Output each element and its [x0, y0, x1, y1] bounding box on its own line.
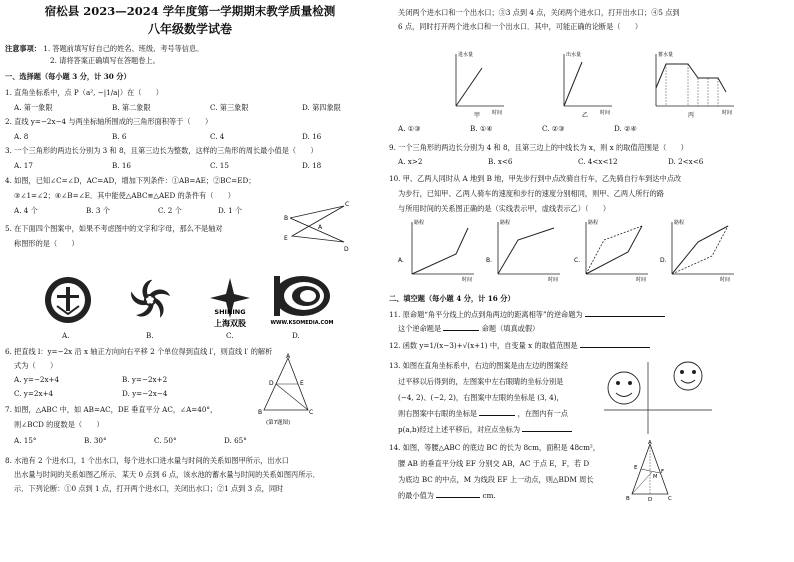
q13-blank-2[interactable]: [522, 425, 572, 432]
q4-option-c[interactable]: C. 2 个: [158, 206, 182, 215]
q10-line1: 10. 甲、乙两人同时从 A 地到 B 地，甲先步行到中点改骑自行车，乙先骑自行车到达中点改: [389, 174, 682, 183]
q14-label-e: E: [634, 465, 638, 471]
q5-logo-b: [128, 278, 170, 320]
q12-blank[interactable]: [580, 341, 650, 348]
q13-text-5: ，在图内有一点: [517, 409, 568, 418]
q2-option-c[interactable]: C. 4: [210, 132, 225, 141]
q14-text-5: cm.: [482, 491, 496, 500]
q8-line1: 8. 水池有 2 个进水口，1 个出水口，每个进水口进水量与时间的关系如图甲所示，出水口: [5, 456, 289, 465]
q4-line2: ③∠1=∠2；④∠B=∠E．其中能使△ABC≌△AED 的条件有（ ）: [14, 191, 235, 200]
q8-cont-line2: 6 点，同时打开两个进水口和一个出水口．其中，可能正确的论断是（ ）: [398, 22, 643, 31]
q5-logo-d: [271, 276, 334, 326]
q14-line4: [398, 491, 496, 501]
q14-blank[interactable]: [436, 491, 480, 498]
q14-label-f: F: [661, 469, 665, 475]
q14-line2: 腰 AB 的垂直平分线 EF 分别交 AB，AC 于点 E，F，若 D: [398, 459, 590, 468]
q7-label-c: C: [309, 409, 314, 416]
q5-logos: [40, 276, 360, 332]
q13-blank-1[interactable]: [479, 409, 515, 416]
q8-line2: 出水量与时间的关系如图乙所示．某天 0 点到 6 点，该水池的蓄水量与时间的关系如图丙所示．: [14, 470, 320, 479]
q10-graph-d: [660, 219, 734, 282]
q7-option-b[interactable]: B. 30°: [84, 436, 107, 445]
q13-face-left: [608, 372, 640, 404]
q9-option-c[interactable]: C. 4<x<12: [578, 157, 618, 166]
q1-option-a[interactable]: A. 第一象限: [14, 103, 53, 112]
q8-jia-ylabel: 进水量: [458, 52, 474, 58]
q9-option-b[interactable]: B. x<6: [488, 157, 513, 166]
q10-option-c[interactable]: C.: [574, 257, 581, 264]
q6-option-a[interactable]: A. y=−2x+4: [14, 375, 60, 384]
q14-label-d: D: [648, 497, 653, 502]
q8-bing-xlabel: 时间: [722, 110, 733, 116]
q9-option-a[interactable]: A. x>2: [398, 157, 423, 166]
q13-line2: 过平移以后得到的，左图案中左右眼睛的坐标分别是: [398, 377, 564, 386]
q9-stem: 9. 一个三角形的两边长分别为 4 和 8，且第三边上的中线长为 x，则 x 的取值范围是（ ）: [389, 143, 688, 152]
q7-label-d: D: [269, 380, 274, 387]
q8-jia-xlabel: 时间: [492, 110, 503, 116]
q10-line3: 与所用时间的关系图正确的是（实线表示甲，虚线表示乙）（ ）: [398, 204, 611, 213]
q13-figure: [602, 360, 714, 436]
q5-logo-c-text: 上海双股: [214, 319, 246, 328]
q8-yi-ylabel: 出水量: [566, 52, 582, 58]
q1-option-d[interactable]: D. 第四象限: [302, 103, 341, 112]
q6-option-c[interactable]: C. y=2x+4: [14, 389, 54, 398]
q10-c-xlabel: 时间: [636, 277, 647, 282]
q8-graph-bing: [656, 51, 734, 118]
q11-line2: [398, 324, 539, 334]
q5-option-c[interactable]: C.: [226, 331, 234, 340]
q13-line3: (−4, 2)、(−2, 2)，右图案中左眼的坐标是 (3, 4)，: [398, 393, 564, 402]
q14-line3: 为底边 BC 的中点，M 为线段 EF 上一动点，则△BDM 周长: [398, 475, 594, 484]
q10-option-a[interactable]: A.: [398, 257, 404, 264]
q10-d-xlabel: 时间: [720, 277, 731, 282]
q2-option-a[interactable]: A. 8: [14, 132, 29, 141]
q4-label-e: E: [284, 235, 288, 242]
q6-line1: 6. 把直线 l：y=−2x 沿 x 轴正方向向右平移 2 个单位得到直线 l′，则直线 l′ 的解析: [5, 347, 273, 356]
q2-option-d[interactable]: D. 16: [302, 132, 322, 141]
q10-graph-b: [486, 219, 560, 282]
q7-line2: 则∠BCD 的度数是（ ）: [14, 420, 104, 429]
q6-option-d[interactable]: D. y=−2x−4: [122, 389, 168, 398]
q8-graphs: [444, 48, 774, 118]
q1-stem: 1. 直角坐标系中，点 P（a², −|1/a|）在（ ）: [5, 88, 163, 97]
q10-b-ylabel: 路程: [500, 220, 511, 226]
q6-line2: 式为（ ）: [14, 361, 58, 370]
q13-text-6: p(a,b)经过上述平移后，对应点坐标为: [398, 425, 521, 434]
q4-label-a: A: [318, 224, 323, 231]
q13-line4: [398, 409, 568, 419]
q8-graph-yi: [564, 51, 612, 118]
q8-jia-caption: 甲: [474, 112, 481, 118]
q11-text-3: 命题（填真或假）: [481, 324, 540, 333]
q13-text-4: 则右图案中右眼的坐标是: [398, 409, 478, 418]
q14-figure: [626, 440, 676, 502]
q10-graphs: [398, 218, 738, 282]
q3-option-a[interactable]: A. 17: [14, 161, 33, 170]
q5-logo-a: [45, 277, 91, 323]
q5-logo-d-text: WWW.KSOMEDIA.COM: [270, 320, 334, 326]
q10-a-ylabel: 路程: [414, 220, 425, 226]
q8-bing-ylabel: 蓄水量: [658, 52, 674, 58]
q2-stem: 2. 直线 y=−2x−4 与两坐标轴所围成的三角形面积等于（ ）: [5, 117, 213, 126]
q10-option-b[interactable]: B.: [486, 257, 493, 264]
q8-option-d[interactable]: D. ②④: [614, 124, 637, 133]
q1-option-b[interactable]: B. 第二象限: [112, 103, 151, 112]
q10-option-d[interactable]: D.: [660, 257, 667, 264]
q5-logo-c: [210, 278, 250, 328]
q8-line3: 示．下列论断：①0 点到 1 点，打开两个进水口，关闭出水口；②1 点到 3 点，同时: [14, 484, 284, 493]
q4-label-d: D: [344, 246, 349, 253]
q11-text-2: 这个逆命题是: [398, 324, 442, 333]
q10-a-xlabel: 时间: [462, 277, 473, 282]
q4-option-d[interactable]: D. 1 个: [218, 206, 243, 215]
q13-line5: [398, 425, 572, 435]
q7-label-b: B: [258, 409, 263, 416]
q8-yi-xlabel: 时间: [600, 110, 611, 116]
q5-line2: 称图形的是（ ）: [14, 239, 79, 248]
q11-text: 11. 原命题“角平分线上的点到角两边的距离相等”的逆命题为: [389, 310, 583, 319]
notice-line1: 1. 答题前填写好自己的姓名、班级、考号等信息。: [43, 44, 204, 53]
q10-graph-a: [398, 219, 474, 282]
q4-option-a[interactable]: A. 4 个: [14, 206, 38, 215]
q1-option-c[interactable]: C. 第三象限: [210, 103, 249, 112]
q7-option-d[interactable]: D. 65°: [224, 436, 247, 445]
q5-option-a[interactable]: A.: [62, 331, 70, 340]
q3-stem: 3. 一个三角形的两边长分别为 3 和 8，且第三边长为整数，这样的三角形的周长最小值是（ ）: [5, 146, 318, 155]
q8-option-b[interactable]: B. ①④: [470, 124, 493, 133]
q5-option-d[interactable]: D.: [292, 331, 300, 340]
q7-figure: [258, 352, 318, 428]
section1-title: 一、选择题（每小题 3 分，计 30 分）: [5, 72, 131, 81]
q3-option-d[interactable]: D. 18: [302, 161, 322, 170]
q10-line2: 为步行，已知甲、乙两人骑车的速度和步行的速度分别相同，则甲、乙两人所行的路: [398, 189, 664, 198]
q8-yi-caption: 乙: [582, 112, 589, 118]
q8-option-a[interactable]: A. ①③: [398, 124, 421, 133]
q7-option-c[interactable]: C. 50°: [154, 436, 177, 445]
q9-option-d[interactable]: D. 2<x<6: [668, 157, 704, 166]
q4-label-b: B: [284, 215, 289, 222]
q4-label-c: C: [345, 201, 350, 208]
q14-label-b: B: [626, 496, 630, 502]
q11-blank-2[interactable]: [443, 324, 479, 331]
q14-line1: 14. 如图，等腰△ABC 的底边 BC 的长为 8cm，面积是 48cm²，: [389, 443, 600, 452]
q14-label-m: M: [653, 474, 658, 480]
q8-graph-jia: [456, 51, 504, 118]
q10-c-ylabel: 路程: [588, 220, 599, 226]
q4-figure: [282, 196, 352, 258]
q13-line1: 13. 如图在直角坐标系中，右边的图案是由左边的图案经: [389, 361, 569, 370]
q7-label-e: E: [300, 380, 304, 387]
q6-option-b[interactable]: B. y=−2x+2: [122, 375, 168, 384]
q10-b-xlabel: 时间: [548, 277, 559, 282]
notice-label: 注意事项：: [5, 44, 41, 53]
q14-label-a: A: [648, 440, 652, 446]
q7-label-a: A: [286, 353, 291, 360]
exam-subtitle: 八年级数学试卷: [147, 22, 232, 36]
q4-line1: 4. 如图，已知∠C=∠D，AC=AD，增加下列条件：①AB=AE；②BC=ED；: [5, 176, 256, 185]
notice-block: [5, 44, 203, 54]
q14-label-c: C: [668, 496, 672, 502]
q5-logo-c-top: SHINING: [214, 308, 246, 316]
q14-text-4: 的最小值为: [398, 491, 434, 500]
q2-option-b[interactable]: B. 6: [112, 132, 127, 141]
q10-graph-c: [574, 219, 648, 282]
q12-text: 12. 函数 y=1/(x−3)+√(x+1) 中，自变量 x 的取值范围是: [389, 341, 578, 350]
q3-option-b[interactable]: B. 16: [112, 161, 131, 170]
q8-cont-line1: 关闭两个进水口和一个出水口；③3 点到 4 点，关闭两个进水口，打开出水口；④5 点到: [398, 8, 680, 17]
q7-line1: 7. 如图，△ABC 中，如 AB=AC，DE 垂直平分 AC，∠A=40°，: [5, 405, 218, 414]
q8-option-c[interactable]: C. ②③: [542, 124, 565, 133]
q13-face-right: [674, 362, 702, 390]
q8-bing-caption: 丙: [688, 112, 695, 118]
notice-line2: 2. 请将答案正确填写在答题卷上。: [50, 56, 160, 65]
q7-option-a[interactable]: A. 15°: [14, 436, 37, 445]
q11-blank-1[interactable]: [585, 310, 665, 317]
q7-caption: (第7题图): [266, 420, 291, 426]
q5-line1: 5. 在下面四个图案中，如果不考虑图中的文字和字母，那么不是轴对: [5, 224, 223, 233]
exam-title: 宿松县 2023—2024 学年度第一学期期末教学质量检测: [44, 4, 336, 18]
section2-title: 二、填空题（每小题 4 分，计 16 分）: [389, 294, 515, 303]
q3-option-c[interactable]: C. 15: [210, 161, 229, 170]
q4-option-b[interactable]: B. 3 个: [86, 206, 110, 215]
q12-line: [389, 341, 650, 351]
q11-line1: [389, 310, 665, 320]
q5-option-b[interactable]: B.: [146, 331, 154, 340]
q10-d-ylabel: 路程: [674, 220, 685, 226]
